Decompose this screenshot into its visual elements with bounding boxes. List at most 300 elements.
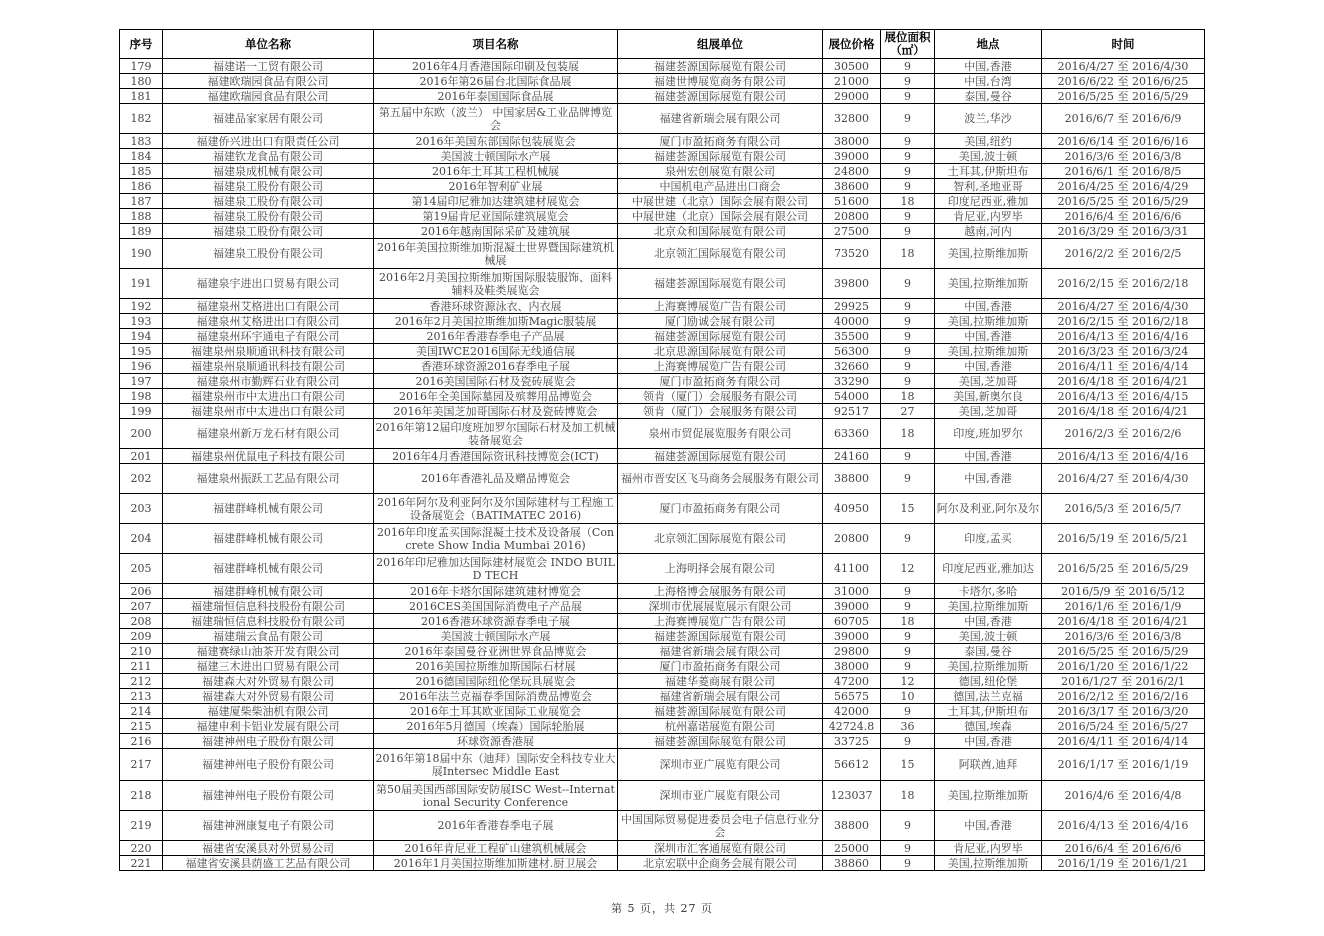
cell-project: 2016年美国芝加哥国际石材及瓷砖博览会 [374,404,618,419]
cell-time: 2016/4/27 至 2016/4/30 [1042,59,1205,74]
cell-project: 2016年肯尼亚工程矿山建筑机械展会 [374,841,618,856]
cell-company: 福建泉成机械有限公司 [163,164,374,179]
cell-project: 第14届印尼雅加达建筑建材展览会 [374,194,618,209]
cell-seq: 210 [120,644,163,659]
cell-price: 29925 [823,299,881,314]
cell-seq: 218 [120,781,163,811]
cell-price: 42000 [823,704,881,719]
cell-organizer: 泉州宏创展览有限公司 [618,164,823,179]
cell-location: 土耳其,伊斯坦布 [935,704,1042,719]
cell-time: 2016/5/3 至 2016/5/7 [1042,494,1205,524]
cell-company: 福建泉州市中太进出口有限公司 [163,404,374,419]
table-row [120,734,1205,749]
cell-area: 9 [881,629,935,644]
cell-time: 2016/4/27 至 2016/4/30 [1042,299,1205,314]
cell-time: 2016/2/3 至 2016/2/6 [1042,419,1205,449]
cell-area: 9 [881,524,935,554]
cell-price: 31000 [823,584,881,599]
cell-area: 12 [881,554,935,584]
cell-company: 福建泉工股份有限公司 [163,194,374,209]
cell-time: 2016/3/29 至 2016/3/31 [1042,224,1205,239]
cell-price: 39000 [823,629,881,644]
cell-company: 福建申利卡铝业发展有限公司 [163,719,374,734]
table-row [120,524,1205,554]
cell-company: 福建群峰机械有限公司 [163,524,374,554]
cell-seq: 202 [120,464,163,494]
table-row [120,644,1205,659]
cell-seq: 219 [120,811,163,841]
cell-seq: 197 [120,374,163,389]
cell-price: 42724.8 [823,719,881,734]
cell-time: 2016/1/20 至 2016/1/22 [1042,659,1205,674]
cell-location: 美国,拉斯维加斯 [935,269,1042,299]
cell-organizer: 深圳市汇客通展览有限公司 [618,841,823,856]
cell-price: 29800 [823,644,881,659]
cell-company: 福建泉州艾格进出口有限公司 [163,299,374,314]
page-footer: 第 5 页，共 27 页 [611,902,713,915]
cell-organizer: 福建华菱商展有限公司 [618,674,823,689]
cell-seq: 196 [120,359,163,374]
cell-seq: 194 [120,329,163,344]
cell-price: 25000 [823,841,881,856]
cell-price: 56575 [823,689,881,704]
cell-time: 2016/3/6 至 2016/3/8 [1042,149,1205,164]
cell-location: 美国,拉斯维加斯 [935,599,1042,614]
cell-area: 12 [881,674,935,689]
table-row [120,59,1205,74]
cell-location: 德国,纽伦堡 [935,674,1042,689]
cell-company: 福建泉州振跃工艺品有限公司 [163,464,374,494]
cell-project: 2016年越南国际采矿及建筑展 [374,224,618,239]
table-row [120,404,1205,419]
cell-location: 美国,拉斯维加斯 [935,856,1042,871]
cell-area: 9 [881,659,935,674]
cell-price: 38800 [823,811,881,841]
cell-area: 9 [881,811,935,841]
cell-company: 福建神洲康复电子有限公司 [163,811,374,841]
cell-organizer: 深圳市优展展览展示有限公司 [618,599,823,614]
cell-organizer: 北京领汇国际展览有限公司 [618,524,823,554]
cell-organizer: 福建省新瑞会展有限公司 [618,104,823,134]
cell-price: 38000 [823,134,881,149]
header-seq: 序号 [120,30,163,59]
cell-location: 中国,台湾 [935,74,1042,89]
cell-organizer: 厦门励诚会展有限公司 [618,314,823,329]
cell-time: 2016/5/9 至 2016/5/12 [1042,584,1205,599]
cell-area: 9 [881,374,935,389]
cell-company: 福建泉州新万龙石材有限公司 [163,419,374,449]
cell-time: 2016/6/4 至 2016/6/6 [1042,841,1205,856]
cell-time: 2016/5/25 至 2016/5/29 [1042,194,1205,209]
table-row [120,389,1205,404]
cell-company: 福建泉工股份有限公司 [163,239,374,269]
cell-area: 9 [881,599,935,614]
cell-organizer: 厦门市盈拓商务有限公司 [618,659,823,674]
cell-seq: 180 [120,74,163,89]
cell-seq: 183 [120,134,163,149]
cell-organizer: 泉州市贸促展览服务有限公司 [618,419,823,449]
table-row [120,74,1205,89]
cell-location: 中国,香港 [935,359,1042,374]
cell-area: 9 [881,224,935,239]
cell-price: 56300 [823,344,881,359]
cell-seq: 199 [120,404,163,419]
cell-location: 印度尼西亚,雅加 [935,194,1042,209]
cell-seq: 203 [120,494,163,524]
cell-price: 51600 [823,194,881,209]
cell-area: 9 [881,299,935,314]
cell-seq: 185 [120,164,163,179]
table-row [120,659,1205,674]
header-project: 项目名称 [374,30,618,59]
cell-project: 2016年印尼雅加达国际建材展览会 INDO BUILD TECH [374,554,618,584]
cell-location: 越南,河内 [935,224,1042,239]
cell-project: 2016美国国际石材及瓷砖展览会 [374,374,618,389]
cell-project: 2016年香港礼品及赠品博览会 [374,464,618,494]
cell-price: 24800 [823,164,881,179]
cell-area: 36 [881,719,935,734]
cell-seq: 182 [120,104,163,134]
cell-area: 9 [881,856,935,871]
cell-price: 38600 [823,179,881,194]
cell-time: 2016/4/25 至 2016/4/29 [1042,179,1205,194]
cell-location: 中国,香港 [935,329,1042,344]
cell-company: 福建泉工股份有限公司 [163,224,374,239]
cell-area: 9 [881,359,935,374]
cell-project: 2016年印度孟买国际混凝土技术及设备展（Concrete Show India Mumbai 2016) [374,524,618,554]
cell-project: 2016年法兰克福春季国际消费品博览会 [374,689,618,704]
cell-organizer: 上海赛博展览广告有限公司 [618,614,823,629]
cell-time: 2016/3/6 至 2016/3/8 [1042,629,1205,644]
cell-time: 2016/5/25 至 2016/5/29 [1042,644,1205,659]
cell-location: 中国,香港 [935,734,1042,749]
cell-company: 福建泉州艾格进出口有限公司 [163,314,374,329]
cell-seq: 201 [120,449,163,464]
cell-price: 29000 [823,89,881,104]
cell-seq: 190 [120,239,163,269]
cell-organizer: 上海格博会展服务有限公司 [618,584,823,599]
cell-project: 2016年泰国曼谷亚洲世界食品博览会 [374,644,618,659]
cell-price: 123037 [823,781,881,811]
cell-seq: 209 [120,629,163,644]
table-row [120,104,1205,134]
cell-area: 9 [881,584,935,599]
cell-company: 福建瑞云食品有限公司 [163,629,374,644]
cell-area: 9 [881,74,935,89]
cell-company: 福建泉州环宇通电子有限公司 [163,329,374,344]
cell-company: 福建泉州泉顺通讯科技有限公司 [163,359,374,374]
cell-time: 2016/2/15 至 2016/2/18 [1042,269,1205,299]
cell-area: 10 [881,689,935,704]
cell-price: 92517 [823,404,881,419]
cell-company: 福建品家家居有限公司 [163,104,374,134]
cell-area: 18 [881,389,935,404]
cell-price: 27500 [823,224,881,239]
cell-project: 2016年5月德国（埃森）国际轮胎展 [374,719,618,734]
cell-project: 2016年土耳其工程机械展 [374,164,618,179]
cell-organizer: 深圳市亚广展览有限公司 [618,781,823,811]
cell-company: 福建泉工股份有限公司 [163,179,374,194]
cell-company: 福建诺一工贸有限公司 [163,59,374,74]
cell-location: 美国,波士顿 [935,149,1042,164]
cell-company: 福建群峰机械有限公司 [163,554,374,584]
cell-company: 福建瑞恒信息科技股份有限公司 [163,599,374,614]
cell-area: 9 [881,314,935,329]
cell-seq: 211 [120,659,163,674]
table-row [120,359,1205,374]
cell-seq: 198 [120,389,163,404]
table-row [120,629,1205,644]
cell-area: 18 [881,614,935,629]
cell-location: 中国,香港 [935,811,1042,841]
cell-location: 美国,拉斯维加斯 [935,239,1042,269]
cell-time: 2016/3/23 至 2016/3/24 [1042,344,1205,359]
cell-organizer: 上海明择会展有限公司 [618,554,823,584]
table-row [120,134,1205,149]
cell-area: 9 [881,164,935,179]
cell-location: 智利,圣地亚哥 [935,179,1042,194]
cell-area: 9 [881,449,935,464]
cell-project: 2016年2月美国拉斯维加斯Magic服装展 [374,314,618,329]
cell-project: 2016年美国拉斯维加斯混凝土世界暨国际建筑机械展 [374,239,618,269]
cell-organizer: 福建荟源国际展览有限公司 [618,59,823,74]
cell-project: 2016年美国东部国际包装展览会 [374,134,618,149]
cell-organizer: 福建荟源国际展览有限公司 [618,89,823,104]
cell-time: 2016/1/17 至 2016/1/19 [1042,749,1205,781]
cell-time: 2016/1/6 至 2016/1/9 [1042,599,1205,614]
cell-organizer: 福建荟源国际展览有限公司 [618,734,823,749]
cell-organizer: 福建省新瑞会展有限公司 [618,644,823,659]
cell-location: 中国,香港 [935,614,1042,629]
cell-price: 39000 [823,599,881,614]
cell-project: 2016美国拉斯维加斯国际石材展 [374,659,618,674]
cell-company: 福建省安溪县荫盛工艺品有限公司 [163,856,374,871]
cell-company: 福建泉工股份有限公司 [163,209,374,224]
cell-price: 38800 [823,464,881,494]
cell-price: 33290 [823,374,881,389]
cell-company: 福建赛绿山油茶开发有限公司 [163,644,374,659]
cell-seq: 216 [120,734,163,749]
cell-area: 9 [881,104,935,134]
cell-price: 35500 [823,329,881,344]
cell-location: 波兰,华沙 [935,104,1042,134]
cell-location: 泰国,曼谷 [935,644,1042,659]
cell-seq: 187 [120,194,163,209]
cell-seq: 213 [120,689,163,704]
cell-time: 2016/4/18 至 2016/4/21 [1042,404,1205,419]
cell-seq: 208 [120,614,163,629]
cell-organizer: 领肯（厦门）会展服务有限公司 [618,404,823,419]
cell-location: 德国,法兰克福 [935,689,1042,704]
table-row [120,689,1205,704]
table-row [120,614,1205,629]
cell-project: 2016年4月香港国际印刷及包装展 [374,59,618,74]
cell-organizer: 福建世博展览商务有限公司 [618,74,823,89]
cell-company: 福建钦龙食品有限公司 [163,149,374,164]
cell-time: 2016/4/13 至 2016/4/15 [1042,389,1205,404]
cell-company: 福建泉州市中太进出口有限公司 [163,389,374,404]
cell-project: 2016年第12届印度班加罗尔国际石材及加工机械装备展览会 [375,420,616,447]
cell-time: 2016/5/25 至 2016/5/29 [1042,554,1205,584]
cell-project: 香港环球资源2016春季电子展 [374,359,618,374]
cell-price: 30500 [823,59,881,74]
cell-seq: 191 [120,269,163,299]
cell-company: 福建群峰机械有限公司 [163,584,374,599]
cell-organizer: 福建荟源国际展览有限公司 [618,629,823,644]
cell-time: 2016/1/19 至 2016/1/21 [1042,856,1205,871]
cell-organizer: 杭州嘉诺展览有限公司 [618,719,823,734]
cell-price: 63360 [823,419,881,449]
cell-company: 福建欧瑞园食品有限公司 [163,89,374,104]
table-row [120,344,1205,359]
cell-price: 39000 [823,149,881,164]
table-row [120,194,1205,209]
table-row [120,811,1205,841]
cell-seq: 220 [120,841,163,856]
cell-area: 18 [881,239,935,269]
cell-price: 56612 [823,749,881,781]
cell-seq: 212 [120,674,163,689]
cell-area: 9 [881,329,935,344]
cell-area: 9 [881,209,935,224]
cell-time: 2016/2/15 至 2016/2/18 [1042,314,1205,329]
cell-time: 2016/4/13 至 2016/4/16 [1042,449,1205,464]
cell-project: 环球资源香港展 [374,734,618,749]
cell-location: 阿尔及利亚,阿尔及尔 [935,494,1042,524]
cell-project: 2016年1月美国拉斯维加斯建材.厨卫展会 [374,856,618,871]
header-organizer: 组展单位 [618,30,823,59]
cell-company: 福建侨兴进出口有限责任公司 [163,134,374,149]
cell-price: 40000 [823,314,881,329]
cell-area: 9 [881,644,935,659]
cell-organizer: 上海赛博展览广告有限公司 [618,299,823,314]
cell-organizer: 中国机电产品进出口商会 [618,179,823,194]
cell-seq: 193 [120,314,163,329]
cell-company: 福建厦柴柴油机有限公司 [163,704,374,719]
cell-location: 中国,香港 [935,449,1042,464]
table-row [120,374,1205,389]
cell-organizer: 厦门市盈拓商务有限公司 [618,374,823,389]
cell-price: 32800 [823,104,881,134]
cell-seq: 205 [120,554,163,584]
table-row [120,599,1205,614]
cell-price: 41100 [823,554,881,584]
cell-project: 2016香港环球资源春季电子展 [374,614,618,629]
cell-project: 2016年4月香港国际资讯科技博览会(ICT) [374,449,618,464]
cell-time: 2016/2/2 至 2016/2/5 [1042,239,1205,269]
cell-price: 20800 [823,524,881,554]
cell-company: 福建泉州泉顺通讯科技有限公司 [163,344,374,359]
exhibition-table [119,29,1205,871]
cell-seq: 189 [120,224,163,239]
cell-location: 美国,拉斯维加斯 [935,781,1042,811]
table-row [120,89,1205,104]
cell-location: 美国,芝加哥 [935,374,1042,389]
table-row [120,164,1205,179]
table-row [120,554,1205,584]
table-row [120,269,1205,299]
cell-area: 18 [881,781,935,811]
cell-seq: 192 [120,299,163,314]
table-row [120,856,1205,871]
cell-organizer: 中国国际贸易促进委员会电子信息行业分会 [618,811,823,841]
cell-location: 卡塔尔,多哈 [935,584,1042,599]
cell-price: 73520 [823,239,881,269]
cell-location: 中国,香港 [935,59,1042,74]
cell-organizer: 中展世建（北京）国际会展有限公司 [618,209,823,224]
cell-price: 33725 [823,734,881,749]
table-row [120,584,1205,599]
cell-organizer: 北京众和国际展览有限公司 [618,224,823,239]
table-row [120,329,1205,344]
cell-company: 福建省安溪县对外贸易公司 [163,841,374,856]
cell-price: 38860 [823,856,881,871]
cell-location: 泰国,曼谷 [935,89,1042,104]
cell-organizer: 福建省新瑞会展有限公司 [618,689,823,704]
header-row [120,30,1205,59]
cell-project: 美国波士顿国际水产展 [374,629,618,644]
cell-project: 2016年2月美国拉斯维加斯国际服装服饰、面料辅料及鞋类展览会 [374,269,618,299]
cell-time: 2016/5/24 至 2016/5/27 [1042,719,1205,734]
cell-seq: 204 [120,524,163,554]
cell-time: 2016/4/18 至 2016/4/21 [1042,374,1205,389]
cell-project: 2016德国国际纽伦堡玩具展览会 [374,674,618,689]
table-row [120,209,1205,224]
cell-organizer: 福建荟源国际展览有限公司 [618,449,823,464]
cell-organizer: 福建荟源国际展览有限公司 [618,269,823,299]
cell-area: 9 [881,149,935,164]
cell-project: 2016年卡塔尔国际建筑建材博览会 [374,584,618,599]
table-body [120,59,1205,871]
cell-location: 美国,拉斯维加斯 [935,344,1042,359]
cell-seq: 207 [120,599,163,614]
cell-time: 2016/3/17 至 2016/3/20 [1042,704,1205,719]
cell-seq: 186 [120,179,163,194]
cell-project: 2016年智利矿业展 [374,179,618,194]
cell-project: 2016年阿尔及利亚阿尔及尔国际建材与工程施工设备展览会（BATIMATEC 2016) [374,494,618,524]
cell-location: 印度尼西亚,雅加达 [935,554,1042,584]
cell-project: 2016CES美国国际消费电子产品展 [374,599,618,614]
cell-company: 福建欧瑞园食品有限公司 [163,74,374,89]
cell-time: 2016/4/11 至 2016/4/14 [1042,359,1205,374]
cell-organizer: 中展世建（北京）国际会展有限公司 [618,194,823,209]
cell-price: 21000 [823,74,881,89]
cell-project: 第50届美国西部国际安防展ISC West--International Security Conference [374,781,618,811]
cell-location: 美国,芝加哥 [935,404,1042,419]
cell-time: 2016/6/1 至 2016/8/5 [1042,164,1205,179]
cell-seq: 181 [120,89,163,104]
cell-organizer: 福建荟源国际展览有限公司 [618,704,823,719]
cell-location: 美国,新奥尔良 [935,389,1042,404]
cell-company: 福建群峰机械有限公司 [163,494,374,524]
cell-area: 9 [881,734,935,749]
cell-organizer: 福建荟源国际展览有限公司 [618,149,823,164]
cell-time: 2016/4/13 至 2016/4/16 [1042,329,1205,344]
cell-company: 福建神州电子股份有限公司 [163,749,374,781]
cell-company: 福建泉州市勤辉石业有限公司 [163,374,374,389]
cell-location: 印度,孟买 [935,524,1042,554]
cell-area: 18 [881,419,935,449]
header-location: 地点 [935,30,1042,59]
header-time: 时间 [1042,30,1205,59]
cell-project: 香港环球资源泳衣、内衣展 [374,299,618,314]
cell-seq: 214 [120,704,163,719]
cell-seq: 200 [120,419,163,449]
cell-seq: 184 [120,149,163,164]
cell-company: 福建神州电子股份有限公司 [163,734,374,749]
cell-location: 美国,纽约 [935,134,1042,149]
cell-project: 2016年第18届中东（迪拜）国际安全科技专业大展Intersec Middle East [374,749,618,781]
